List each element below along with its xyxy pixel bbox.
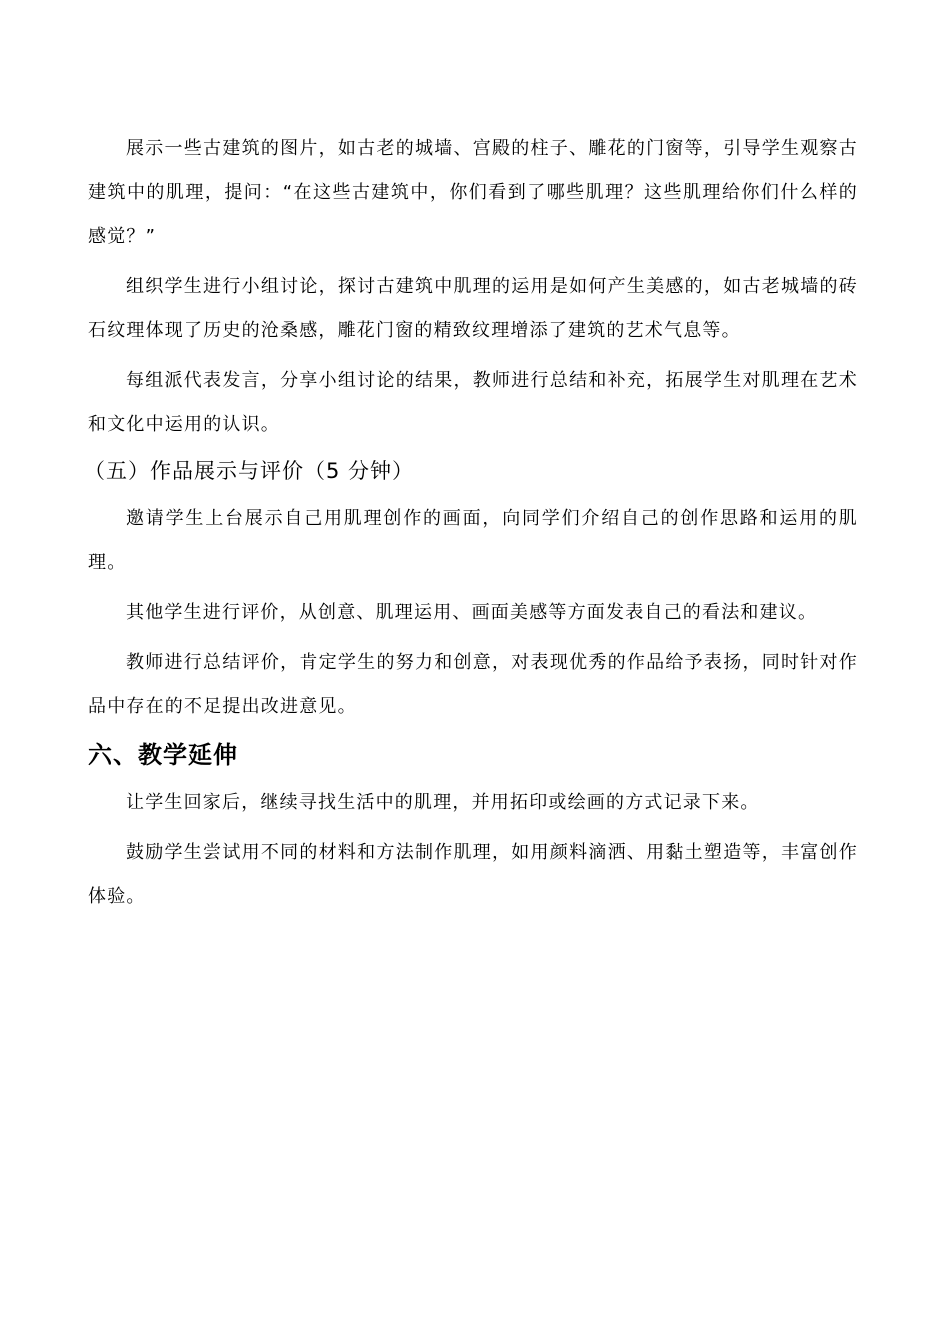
section-heading-teaching-extension: 六、教学延伸 bbox=[88, 741, 238, 769]
paragraph-encourage-materials: 鼓励学生尝试用不同的材料和方法制作肌理，如用颜料滴洒、用黏土塑造等，丰富创作体验。 bbox=[88, 842, 858, 907]
paragraph-teacher-summary: 教师进行总结评价，肯定学生的努力和创意，对表现优秀的作品给予表扬，同时针对作品中存在的不足提出改进意见。 bbox=[88, 652, 858, 717]
paragraph-observe-ancient-buildings: 展示一些古建筑的图片，如古老的城墙、宫殿的柱子、雕花的门窗等，引导学生观察古建筑中的肌理，提问：“在这些古建筑中，你们看到了哪些肌理？这些肌理给你们什么样的感觉？” bbox=[88, 138, 858, 247]
paragraph-peer-evaluation: 其他学生进行评价，从创意、肌理运用、画面美感等方面发表自己的看法和建议。 bbox=[126, 602, 818, 623]
paragraph-group-presentation: 每组派代表发言，分享小组讨论的结果，教师进行总结和补充，拓展学生对肌理在艺术和文化中运用的认识。 bbox=[88, 370, 858, 435]
document-body bbox=[84, 127, 858, 925]
section-heading-artwork-display: （五）作品展示与评价（5 分钟） bbox=[84, 459, 415, 483]
paragraph-group-discussion: 组织学生进行小组讨论，探讨古建筑中肌理的运用是如何产生美感的，如古老城墙的砖石纹理体现了历史的沧桑感，雕花门窗的精致纹理增添了建筑的艺术气息等。 bbox=[88, 276, 858, 341]
paragraph-invite-students: 邀请学生上台展示自己用肌理创作的画面，向同学们介绍自己的创作思路和运用的肌理。 bbox=[88, 508, 858, 573]
paragraph-homework: 让学生回家后，继续寻找生活中的肌理，并用拓印或绘画的方式记录下来。 bbox=[126, 792, 760, 813]
